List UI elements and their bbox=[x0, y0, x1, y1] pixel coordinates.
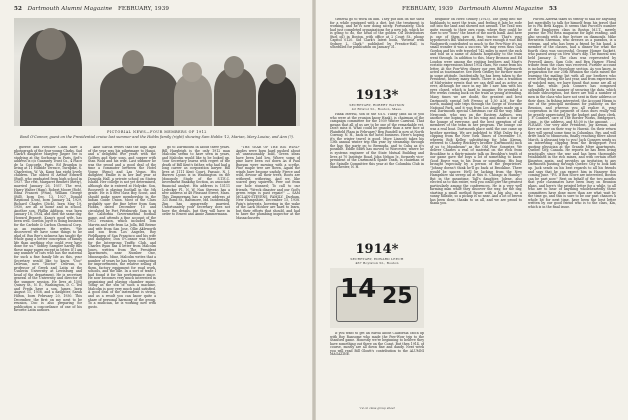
right-page-number: 53 bbox=[549, 6, 558, 12]
class-1914-illustration bbox=[330, 268, 424, 328]
class-1913-text: Hank Merrill, son of the s.s.s. Tubby (and all of you who were at the reunion know Hank), is chairman of the campaign committee for the 1939 Winter Carnival. That means that all of us are to be one of the remarkable vet. Don't miss it. What could be grander than a new face at Plainfield Plaza in February? Ben Rundell is now at North Conway, N. H., back in the hotel business. Here's hoping it's the winter travel is good. More Linscott takes his 13th annual winter trip this year by steamship through the bay, the party go to Bermuda, and to Cuba as it's possible. Eddie Sides has moved to Worcester, where he is systems engineer of the State Mutual Building and lives at 70 Institute Road. John Nelson Jr., formerly vice-president of the Dartmouth Spade Team, is chairman of the Spindle Committee this year at the Columbia Club in Manchester, N. H. bbox=[330, 113, 424, 170]
class-1913-heading: 1913* bbox=[355, 88, 399, 103]
right-issue-date: FEBRUARY, 1939 bbox=[402, 6, 454, 12]
right-publication-name: Dartmouth Alumni Magazine bbox=[458, 6, 544, 12]
left-column-1 bbox=[14, 146, 82, 414]
left-publication-name: Dartmouth Alumni Magazine bbox=[27, 6, 113, 12]
left-column-4 bbox=[236, 146, 300, 414]
class-1913-body bbox=[330, 113, 424, 241]
left-page bbox=[0, 0, 312, 420]
class-1913-secretary bbox=[330, 104, 424, 111]
left-column-1-text: guerite and Fletcher Clark have a photograph of the four young Clarks. Sad Clark's daughter Margery Jasper Yee is studying at the Sorbonne in Paris. Sed's address is c/o Guaranty Trust Co., 4 Place de la Concorde, Paris. Ed Bragdon is living at 11 Hillside Terrace, Turnpike, S. Charleston, W. Va. Kang has eight lovely children. The oldest is Arthur Edward (Bud), who graduated from high school in 1937. The rest, Margaret Bennett (Betty), married January 26, 1937. The rest, Harry Walter (Ham), Robert Moore (Bob), Edna Frances (Fran), William George (Bill), born Dec. 13, 1927, Donald Raymond (Don), born January 14, 1929, Richard Charles (Dick), born May 19, 1930, are all at home and in school. Another son, Phillip Addison, was born January 18, 1934, and died the same day. Howard Bennett, Kang's good wife, has been well. Gordon Joyce is doing business for the Carbide & Carbon Chemical Corp. as an engineer. He writes, "We discovered we have some things to be glad of. Bus Bee's sickness has taught the whole gang a better conception of family life than anything else could ever have done for us." Sidney Sampler hardly fills these many pages except in letter. If I am any number of cats who has the material for such a fine family life as this, your Secretary would like to know. "Doc" Delevan, now "Doctor" Delevan, is professor of Greek and Latin at the Cushwin University at Lewisburg and head of the department. He is secretary general of the University and director of the summer session. He lives at 1505 Quincy St., N. E., Washington, D. C. Ted and Freda have a son, James, born August 11, 1938, and a daughter, Sarah Hilton, born February 20, 1930. This December, the first on my next to be reunion, Doc is also preparing for publication a concordance of one of his favorite Latin authors. bbox=[14, 146, 82, 313]
right-column-2-text: neighbor on Herb Gridley (1913). The gang into the highlands to meet the train, and feeling it late he rode out into the land and showed not around. The Trail was quite enough to their own room, where they could be sure to see "boss" the heart of the north bank. And here is one of them saw a fine tractor. That's your hypothesis's Bill Wadsworth, and sure enough it was Bill Wadsworth contributed so much to the Pow-Wow it's no small wonder it was a success. We may even thus Gail Gordon and his wife traveled 742 miles to meet the rack and told us a name of Atlanta hospitality to the train went through. In addition to this, Mary Bronson and Ed Loudon were among the visiting brothers and Mart's ecstatic expressions about 1914 class, We came from his letter. At the Pow-Wow dinner our own Bill Wadsworth acted as toastmaster. See Herb Gridley for further more in some attitude. Incidentally, he has been taken to the President, history many times. There is also a tradition of Mid-winter events that we can drill and as active as ever, although for once in my life I saw him with his eyes closed, which is hard to imagine. He presided a few weeks coming back on the train as young attending. Many times we are doubt, the greatest and best Dartmouth special left Fresno at 1:30 A.M. for the north, making side trips through the Gorge of Yosemite National Park, and it was from Los Angeles made up a real Dartmouth special Christmas car all the way. Mike Newcomb, who was on the Eastern Airlines, was another one hoping to be his wing and made a tour of the lounge of everyone, and the best operation of all members of the team in her program. The lounge car was a real boat. Dartmouth place until the one came up brother meeting. We are indebted to Whit Duley for a clipping from the New York Times of December 10, wherein Bob Kelley, substituting for John Kieran, referred to Charley Brickley's brother (Dartmouth) inch of us to Moonbeam" as the Old Pine Songster. We deliver Charles a real of material on the rock from Brookline to a thirty-minute talk on Brooklyn's tenth of our game gave the boys a lot of something to know. Good Boyce was to his Dean or something. His bag brought especially by a person of the proprietors. "Johnny doesn't think he'll go back at Brookline. There would be saucer. He'll be lacking from the New Hampshire ski sweep ad at this it. Chicago in Hamby." But in the meantime, Tall's daughter, Jolene, also elected as to this entire, well you could give the greatest particularly among the conferences. He is a very well farming man while they discover the way, for the day, starting a small method figure with a hip also, as a sunny hillside, so a pickup is so near. And a lot of brown has been done, thanks to us all, and we are proud to thank you. bbox=[430, 18, 522, 206]
illustration-caption: '14 on class group sheet bbox=[359, 406, 395, 410]
class-photo bbox=[14, 18, 300, 126]
class-1914-secretary bbox=[330, 258, 424, 265]
right-column-1-intro: General go to work on him. They put him on the shelf for a while equipped with a diet, but the treatment is working, and he is now doing nicely. Fortunately, Click had just completed organizations for a new job, which he is going to do, the head of the golden Oil Distributors (fuel oil) in Boston, with office at 2 Court St., phone Capitol 0120. Sid Clark's latest book, "Retreat with Sydney L. Clark," published by Prentice-Hall, is scheduled for publication on January 31. bbox=[330, 18, 424, 50]
right-column-2 bbox=[430, 18, 522, 414]
class-1914-secretary-address: 467 Boylston St., Boston bbox=[355, 260, 399, 265]
right-running-head bbox=[402, 6, 557, 12]
right-column-1-bottom bbox=[330, 332, 424, 402]
photo-title: PICTORIAL NEWS—FOUR MEMBERS OF 1912 bbox=[107, 130, 207, 134]
left-issue-date: FEBRUARY, 1939 bbox=[117, 6, 170, 12]
right-page bbox=[316, 0, 628, 420]
left-running-head bbox=[14, 6, 169, 12]
numeral-14: 14 bbox=[340, 274, 377, 304]
class-1913-secretary-name: SECRETARY, ROBERT WATSON bbox=[349, 103, 405, 107]
left-column-4-text: "THE YEAR OF THE BIG WIND" Apples were born hard pushed about us unseasonably bold, Green ideas have been laid low, Where some of pine have been cut down As if Paul Bunyan were mowing with a scythe, Fine maple tree are down, Again the winds have become unduly, Fierce and wild, devour all their trees, Roots are withered, withering, And we, like scared gray squirrels, Peer out from our hole stunned; To call to our friends, "Wreck disaster and our God's green reign is past repair!" — SAM MCLAIN-STEVENS FAMILY. Durham, New Hampshire, December 15, 1938. Pain's interests, hovering in the wake of the Lark Mosher are hard to learn, but their efforts that should, and had to have the plumbing inspector at the Massachusetts bbox=[236, 146, 300, 220]
numeral-25: 25 bbox=[382, 284, 413, 309]
right-column-1-top bbox=[330, 18, 424, 88]
left-page-number: 52 bbox=[14, 6, 22, 12]
right-column-3 bbox=[528, 18, 616, 414]
left-column-2-text: Abie Garcia writes that the high light of the year was his pilgrimage to Hanoi, and a delightful five years with the Golfers and their sons, and supper with Stan Wold and his wife. Last summer he was the proud and a good deal of the time a commuter between the Hotel Vogue (Reno) and Las Vegas. His daughter, Emilie is in her last year at Dongola Hall, a private school on Staten Island. Her college is not yet determined, although she is entered at Holyoke. Son, Roosevelt is playing football in the 5th grade. He is a first class Boy Scout, and should make spare membership in the Indian Guide Union. Most of the Class probably saw the fine letter from Sam Hobbs, dated December 10 and circulated by Fort Pittsburgh: Sam is at the California Governmental football game, and attends a fine account of the 1912 reunion, which included Tom Marvin and wife from La Jolla, Bill Beirne and wife from San Jose, Ollie Akleworth and son from Los Angeles, Roy Fieldhagen of San Francisco and his wife and daughter, Don O'Connor was there for the Intergroup Traffic Club, and Charles Ryan has a letter from Malcolm Jones, written from The President Apartments, near Number One, Minneapolis. Mine, Malcolm writes that a number of years he has been contracting for improvements, the relative selling of them, factory equipment for road work, schools, and the like. In a sort of trade I had found it for his performance since. He now becomes very much interested in organizing and playing chamber music. Today as the son of such a machine, Malcolm is now very much paid satisfied. A good deal of the instrument is string, and as a result you can know quite a share of personal harmony of the group. To a musician, he is working now with gusto. bbox=[88, 146, 156, 309]
class-1914-secretary-name: SECRETARY, EDWARD LEECH bbox=[350, 257, 404, 261]
class-1913-secretary-address: 42 Bristol St., Boston, Mass. bbox=[351, 106, 403, 111]
right-column-1-bottom-text: If you want to get an earful about California catch up with Roy Ransome who made the Pow-Wow trip to the Stanford game. Honestly we're beginning to believe they have something out there on the Coast. But then 1914, of course, mostly are all down fine and dandy. Next week you will read Bill Gloutt's contribution to the ALUMNI MAGAZINE. bbox=[330, 332, 424, 357]
right-column-3-text: Purcell Alterna takes us swiftly to talk for anything but mercifully to talk for himself from his travel that he is Phi Beta Kappa. It seems that Purcell's number of the Employees class in Boston M.I.T., merely pursue the Phi Beta magazine for light reading, and also seconds with a fine lecture on diamonds. Mike Bernstein Sherman, who dresses as a paradox, is a veteran, and who has been a friend by his hand. A member of the classes, had a dinner for what the fourth class was successful, George Homer Sackett, who passed away on New Year's day. The funeral was held January 3. The class was represented by Preswell Ames, Sam Cole, and Ben Harper. Floral tribute from the class was received. Further account is included in the Necrology section. As you know, in preparation for our 25th Reunion the class raised the learning the mailing list with all our brothers who were living during the last year, and from experiences of watched men, we have found that some are all at the lake, while. Jack Conners has composed splendidly in the manner of securing the data, which include subscription, but there are still a number of men in the class who have not sent in their address or their dues. In fishing interested, the Account Hiram is one of the principal mediums for publicity on the Reunion, and whereas you all realize it, your cooperation in the payment of class dues really will be greatly appreciated by the budget and dues clerk. J. F. Conners, care of The Border Works, Bridgeport, Conn., is the address, and $5.00 is the amount. . . . PLEASE. Our very able President, Jay Kernan, and Kerr are now on their way to Hawaii. On their return they will spend some time in Columbus, Pay. and will drive back to Minnesota, finally reaching there about March. A pleasant trip to you! Jack Conners sends us an interesting clipping from the Bridgeport Post quoting physician at the Grande Mère Apartments, Quebec City, Canada. He reports he has been living practically since the war and has been thoroughly established in the rich mines, and with certain other Kingston again, and provides an invitation to any Dartmouth passing through Quebec City to look him up. Jack sends on his best regards to all his friends and says that he can expect him in Hanover this coming June. "P.S. If Box Score are interested, Boston can be part now." Rest on behalf of the two months that your classmates have been busy on Reunion plans, and here's the printed letter for a while, to all who are to hear of anything wholeheartedly these committees have done more than are what wait by the time go, and this is sure to be our past chances a whole lot for next time, have been the best letter written by our good friend who is to the class, Kin, which is in the final issue. bbox=[528, 18, 616, 209]
left-column-3-text: go to Dartmouth in about three years. Bill Hargleigh is the only 1912 man Malcolm seems to have seen in years, and Malcolm would like to be looked up. Your Secretary learns with regret of the death of Bill Kent's father, who had had a long career as corporation lawyer. Bill lives at 1111 Kent Court, Passaic, N. J. Burrow Lyons is in Washington on the Monopoly Study of the S.T.E.C. Investment Banking Section, as associate financial analyst. His address is 15111 Lydecker Pl., N. W. Nan Stevens has a new address at 48 Pleasant Street, Mass. This Zimmerman has a new address at 321 Bond St., Baltimore, Md. Incidentally, Zim has apparently married. Unfortunately your Secretary does not have the details, but they will have in order to Ernest and Annie Zimmermann. bbox=[162, 146, 230, 217]
left-column-2 bbox=[88, 146, 156, 414]
photo-caption: Basil O'Connor, guest on the Presidential cruise last summer and the Hobbs family (right) showing Sam Hobbs '12, Marian, Mary Louise, and Ann (?). bbox=[20, 135, 294, 139]
left-column-3 bbox=[162, 146, 230, 414]
class-1914-heading: 1914* bbox=[355, 242, 399, 257]
